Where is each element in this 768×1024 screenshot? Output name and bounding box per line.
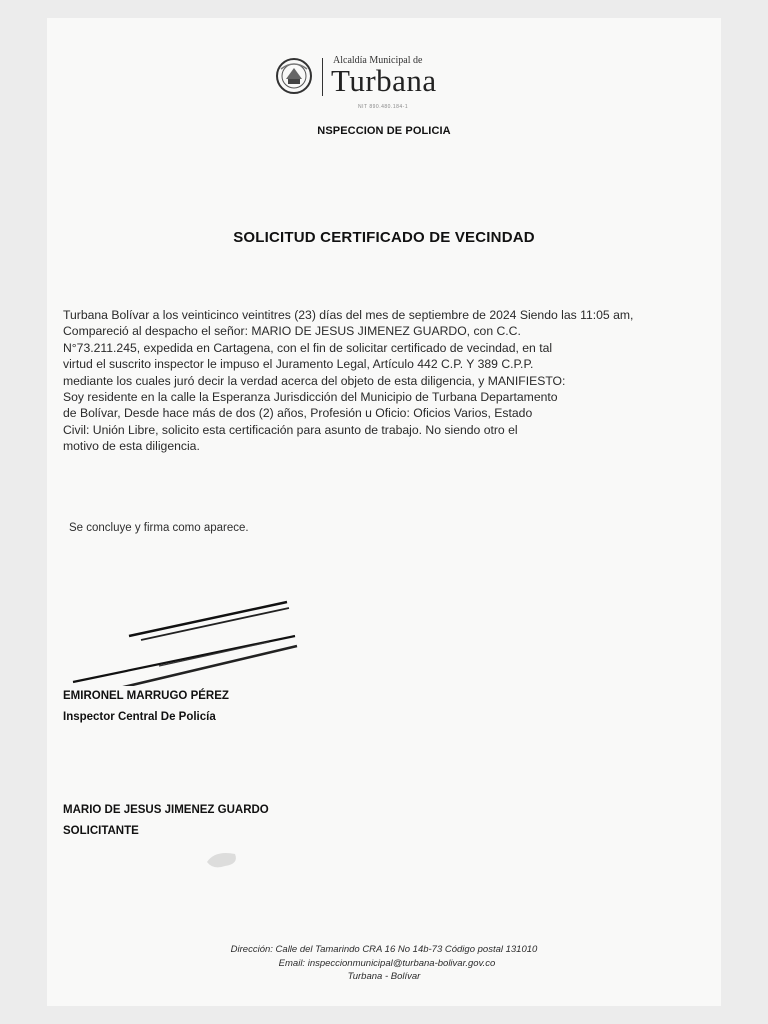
- footer-city: Turbana - Bolívar: [347, 971, 421, 982]
- body-line: mediante los cuales juró decir la verdad acerca del objeto de esta diligencia, y MANIFIESTO:: [63, 373, 566, 388]
- body-line: Soy residente en la calle la Esperanza Jurisdicción del Municipio de Turbana Departamento: [63, 390, 558, 405]
- document-title: SOLICITUD CERTIFICADO DE VECINDAD: [233, 229, 535, 246]
- footer-email: Email: inspeccionmunicipal@turbana-bolivar.gov.co: [278, 957, 496, 969]
- fingerprint-smudge: [205, 848, 239, 872]
- inspector-name: EMIRONEL MARRUGO PÉREZ: [63, 690, 229, 702]
- footer-address: Dirección: Calle del Tamarindo CRA 16 No 14b-73 Código postal 131010: [230, 944, 538, 955]
- body-line: Civil: Unión Libre, solicito esta certificación para asunto de trabajo. No siendo otro el: [63, 422, 518, 437]
- department-heading: NSPECCION DE POLICIA: [317, 125, 451, 137]
- document-footer: [47, 943, 721, 984]
- closing-statement: Se concluye y firma como aparece.: [69, 522, 249, 534]
- body-line: virtud el suscrito inspector le impuso el Juramento Legal, Artículo 442 C.P. Y 389 C.P.P.: [63, 357, 534, 372]
- body-line: Turbana Bolívar a los veinticinco veintitres (23) días del mes de septiembre de 2024 Siendo las 11:05 am,: [63, 308, 634, 322]
- logo-tagline: NIT 890.480.184-1: [358, 104, 409, 110]
- applicant-role: SOLICITANTE: [63, 825, 139, 837]
- body-line: motivo de esta diligencia.: [63, 439, 200, 454]
- logo-title: Turbana: [331, 63, 437, 98]
- handwritten-signature: [69, 596, 309, 686]
- document-page: [47, 18, 721, 1006]
- body-line: de Bolívar, Desde hace más de dos (2) años, Profesión u Oficio: Oficios Varios, Estado: [63, 406, 533, 421]
- document-body: [63, 307, 699, 455]
- inspector-signature-block: [63, 686, 229, 728]
- municipal-seal-icon: [275, 57, 313, 95]
- applicant-signature-block: [63, 800, 269, 842]
- logo-divider: [322, 58, 323, 96]
- applicant-name: MARIO DE JESUS JIMENEZ GUARDO: [63, 804, 269, 816]
- inspector-role: Inspector Central De Policía: [63, 711, 216, 723]
- logo-subtitle: Alcaldía Municipal de: [333, 55, 423, 66]
- municipal-logo: [275, 54, 525, 114]
- body-line: N°73.211.245, expedida en Cartagena, con el fin de solicitar certificado de vecindad, en tal: [63, 340, 553, 355]
- body-line: Compareció al despacho el señor: MARIO DE JESUS JIMENEZ GUARDO, con C.C.: [63, 324, 521, 339]
